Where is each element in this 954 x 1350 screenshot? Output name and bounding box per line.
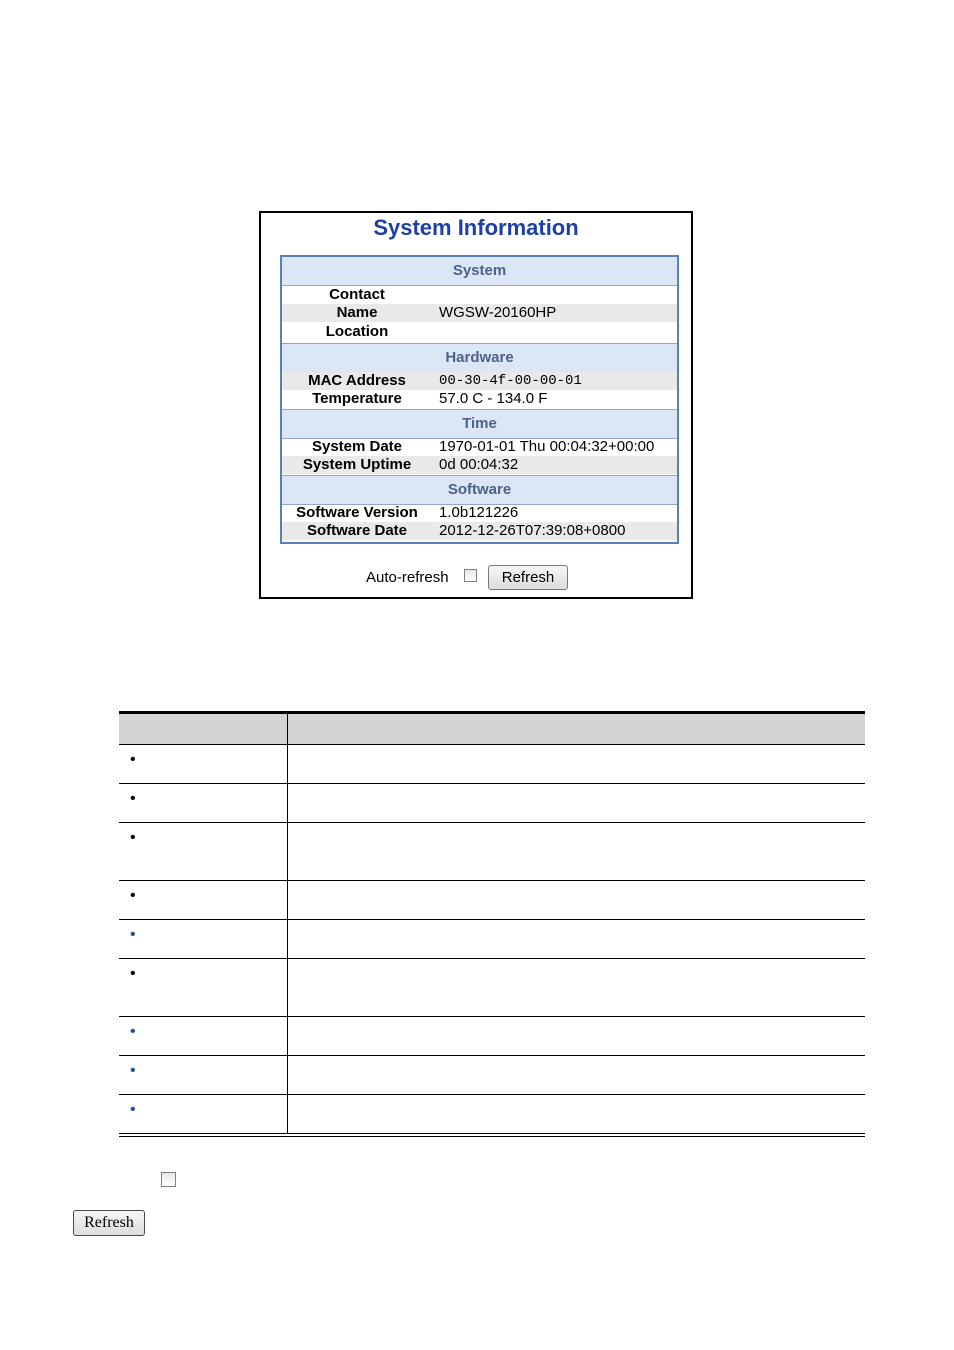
panel-title: System Information xyxy=(373,215,579,240)
system-information-panel xyxy=(259,211,693,599)
mac-address-label: MAC Address xyxy=(308,372,406,389)
table-row xyxy=(119,1094,865,1133)
column-divider xyxy=(287,881,288,919)
table-row xyxy=(119,958,865,1016)
header-column-divider xyxy=(287,714,288,744)
column-divider xyxy=(287,1095,288,1133)
table-bottom-rule xyxy=(119,1133,865,1137)
name-value: WGSW-20160HP xyxy=(439,304,557,321)
contact-label: Contact xyxy=(329,286,385,303)
table-row xyxy=(119,744,865,783)
bullet-icon: • xyxy=(130,751,136,768)
system-uptime-value: 0d 00:04:32 xyxy=(439,456,519,473)
column-divider xyxy=(287,823,288,880)
bullet-icon: • xyxy=(130,790,136,807)
auto-refresh-checkbox-icon[interactable] xyxy=(161,1172,176,1187)
table-row xyxy=(119,822,865,880)
software-date-label: Software Date xyxy=(306,522,408,539)
column-divider xyxy=(287,1017,288,1055)
temperature-value: 57.0 C - 134.0 F xyxy=(439,390,548,407)
section-heading-software: Software xyxy=(282,475,677,505)
software-version-value: 1.0b121226 xyxy=(439,504,519,521)
software-date-value: 2012-12-26T07:39:08+0800 xyxy=(439,522,626,539)
description-table-header xyxy=(119,711,865,744)
bullet-icon: • xyxy=(130,829,136,846)
table-row xyxy=(119,880,865,919)
system-uptime-label: System Uptime xyxy=(302,456,412,473)
column-divider xyxy=(287,745,288,783)
section-heading-time: Time xyxy=(282,409,677,439)
system-date-label: System Date xyxy=(311,438,403,455)
bullet-icon: • xyxy=(130,1023,136,1040)
table-row xyxy=(119,1016,865,1055)
column-divider xyxy=(287,959,288,1016)
column-divider xyxy=(287,784,288,822)
column-divider xyxy=(287,1056,288,1094)
mac-address-value: 00-30-4f-00-00-01 xyxy=(439,373,582,389)
refresh-button[interactable]: Refresh xyxy=(488,565,568,590)
table-row xyxy=(119,919,865,958)
row-name xyxy=(282,304,677,322)
bullet-icon: • xyxy=(130,887,136,904)
column-divider xyxy=(287,920,288,958)
table-row xyxy=(119,1055,865,1094)
auto-refresh-bar xyxy=(261,565,691,591)
bullet-icon: • xyxy=(130,965,136,982)
bullet-icon: • xyxy=(130,1062,136,1079)
bullet-icon: • xyxy=(130,1101,136,1118)
section-heading-system: System xyxy=(282,257,677,286)
row-mac-address xyxy=(282,372,677,390)
temperature-label: Temperature xyxy=(312,390,402,407)
row-temperature xyxy=(282,390,677,408)
row-contact xyxy=(282,286,677,304)
bullet-icon: • xyxy=(130,926,136,943)
row-system-date xyxy=(282,438,677,456)
system-date-value: 1970-01-01 Thu 00:04:32+00:00 xyxy=(439,438,655,455)
system-info-table xyxy=(280,255,679,544)
location-label: Location xyxy=(325,323,389,340)
row-location xyxy=(282,323,677,341)
table-row xyxy=(119,783,865,822)
auto-refresh-checkbox[interactable] xyxy=(464,569,477,582)
software-version-label: Software Version xyxy=(296,504,418,521)
section-heading-hardware: Hardware xyxy=(282,343,677,373)
refresh-button-icon[interactable]: Refresh xyxy=(73,1210,145,1236)
row-software-date xyxy=(282,522,677,540)
name-label: Name xyxy=(336,304,378,321)
auto-refresh-label: Auto-refresh xyxy=(366,569,449,586)
row-software-version xyxy=(282,504,677,522)
row-system-uptime xyxy=(282,456,677,474)
